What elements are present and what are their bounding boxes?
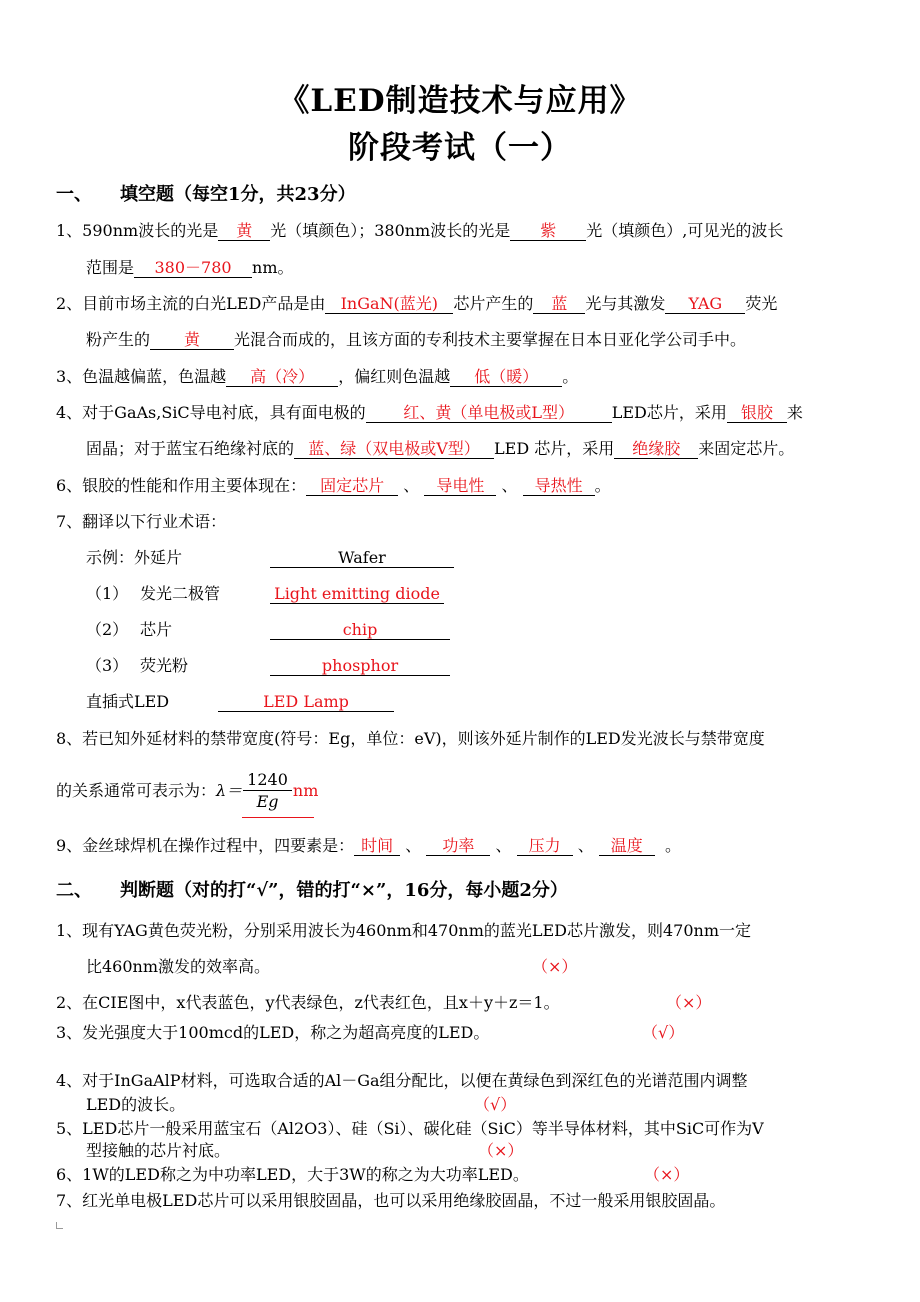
doc-subtitle: 阶段考试（一） xyxy=(348,130,572,166)
term-4-label: 直插式LED xyxy=(86,692,170,711)
answer-blank: 紫 xyxy=(510,222,586,241)
answer-blank: InGaN(蓝光) xyxy=(325,295,453,314)
doc-title: 《LED制造技术与应用》 xyxy=(278,83,642,119)
question-3: 3、色温越偏蓝，色温越 高（冷） ，偏红则色温越 低（暖） 。 xyxy=(56,367,579,386)
judge-5-line-2: 型接触的芯片衬底。 xyxy=(86,1141,231,1160)
answer-blank: 时间 xyxy=(354,837,400,856)
section-1-number: 一、 xyxy=(56,184,92,205)
question-7: 7、翻译以下行业术语： xyxy=(56,512,227,531)
question-8-line-1: 8、若已知外延材料的禁带宽度(符号：Eg，单位：eV)，则该外延片制作的LED发光波长与禁带宽度 xyxy=(56,729,765,748)
judge-1-line-2: 比460nm激发的效率高。 xyxy=(86,957,271,976)
term-3-answer: phosphor xyxy=(270,655,450,677)
answer-blank: 功率 xyxy=(426,837,490,856)
section-2-title: 判断题（对的打“√”，错的打“×”，16分，每小题2分） xyxy=(120,880,568,901)
section-1-heading xyxy=(56,180,356,206)
judge-3-answer: （√） xyxy=(642,1023,685,1042)
judge-4-line-1: 4、对于InGaAlP材料，可选取合适的Al－Ga组分配比，以便在黄绿色到深红色的光谱范围内调整 xyxy=(56,1071,748,1090)
answer-blank: 温度 xyxy=(599,837,655,856)
answer-blank: 蓝、绿（双电极或V型） xyxy=(294,440,494,459)
formula-denominator: Eg xyxy=(256,792,279,811)
term-3-number: （3） xyxy=(86,656,129,675)
judge-2: 2、在CIE图中，x代表蓝色，y代表绿色，z代表红色，且x＋y＋z＝1。 xyxy=(56,993,560,1012)
answer-blank: 绝缘胶 xyxy=(614,440,698,459)
answer-blank: 黄 xyxy=(150,331,234,350)
term-1-number: （1） xyxy=(86,584,129,603)
judge-4-line-2: LED的波长。 xyxy=(86,1095,186,1114)
judge-2-answer: （×） xyxy=(666,993,712,1012)
page-corner-mark xyxy=(56,1222,63,1229)
judge-6: 6、1W的LED称之为中功率LED，大于3W的称之为大功率LED。 xyxy=(56,1165,529,1184)
formula-lambda: λ＝ xyxy=(216,781,243,800)
term-4-answer: LED Lamp xyxy=(218,691,394,713)
question-1-line-1: 1、590nm波长的光是 黄 光（填颜色）；380nm波长的光是 紫 光（填颜色）,可见光的波长 xyxy=(56,221,784,240)
term-1-label: 发光二极管 xyxy=(140,584,221,603)
answer-blank: 低（暖） xyxy=(450,368,562,387)
term-example-value: Wafer xyxy=(270,547,454,569)
answer-blank: YAG xyxy=(665,295,745,314)
section-2-heading xyxy=(56,876,568,902)
question-2-line-2: 粉产生的 黄 光混合而成的，且该方面的专利技术主要掌握在日本日亚化学公司手中。 xyxy=(86,330,747,349)
term-3-label: 荧光粉 xyxy=(140,656,189,675)
judge-3: 3、发光强度大于100mcd的LED，称之为超高亮度的LED。 xyxy=(56,1023,490,1042)
answer-blank: 红、黄（单电极或L型） xyxy=(366,404,612,423)
section-2-number: 二、 xyxy=(56,880,92,901)
question-4-line-1: 4、对于GaAs,SiC导电衬底，具有面电极的 红、黄（单电极或L型） LED芯片，采用 银胶 来 xyxy=(56,403,803,422)
term-1-answer: Light emitting diode xyxy=(270,583,444,605)
formula-numerator: 1240 xyxy=(243,770,292,791)
question-1-line-2: 范围是 380－780 nm。 xyxy=(86,258,294,277)
judge-4-answer: （√） xyxy=(474,1095,517,1114)
formula-fraction xyxy=(243,770,292,813)
answer-blank: 高（冷） xyxy=(226,368,338,387)
answer-blank: 导热性 xyxy=(523,477,595,496)
section-1-title: 填空题（每空1分，共23分） xyxy=(120,184,356,205)
answer-blank: 银胶 xyxy=(727,404,787,423)
formula-unit: nm xyxy=(292,781,319,800)
judge-1-answer: （×） xyxy=(532,957,578,976)
term-example-label: 示例：外延片 xyxy=(86,548,183,567)
question-6: 6、银胶的性能和作用主要体现在： 固定芯片 、 导电性 、 导热性 。 xyxy=(56,476,611,495)
answer-blank: 380－780 xyxy=(134,259,252,278)
term-2-answer: chip xyxy=(270,619,450,641)
judge-5-answer: （×） xyxy=(478,1141,524,1160)
term-2-label: 芯片 xyxy=(140,620,173,639)
answer-blank: 导电性 xyxy=(424,477,496,496)
question-8-line-2: 的关系通常可表示为：λ＝ $\frac{1240}{Eg}$ nm xyxy=(56,770,319,811)
answer-blank: 黄 xyxy=(218,222,270,241)
question-2-line-1: 2、目前市场主流的白光LED产品是由 InGaN(蓝光) 芯片产生的 蓝 光与其激发 YAG 荧光 xyxy=(56,294,778,313)
question-9: 9、金丝球焊机在操作过程中，四要素是： 时间 、 功率 、 压力 、 温度 。 xyxy=(56,836,681,855)
judge-1-line-1: 1、现有YAG黄色荧光粉，分别采用波长为460nm和470nm的蓝光LED芯片激发，则470nm一定 xyxy=(56,921,752,940)
question-4-line-2: 固晶；对于蓝宝石绝缘衬底的 蓝、绿（双电极或V型） LED 芯片，采用 绝缘胶 来固定芯片。 xyxy=(86,439,795,458)
term-2-number: （2） xyxy=(86,620,129,639)
answer-blank: 压力 xyxy=(517,837,573,856)
answer-blank: 固定芯片 xyxy=(306,477,398,496)
judge-7: 7、红光单电极LED芯片可以采用银胶固晶，也可以采用绝缘胶固晶，不过一般采用银胶固晶。 xyxy=(56,1191,726,1210)
formula-underline xyxy=(242,817,314,818)
judge-6-answer: （×） xyxy=(644,1165,690,1184)
judge-5-line-1: 5、LED芯片一般采用蓝宝石（Al2O3）、硅（Si）、碳化硅（SiC）等半导体材料，其中SiC可作为V xyxy=(56,1119,764,1138)
answer-blank: 蓝 xyxy=(533,295,585,314)
